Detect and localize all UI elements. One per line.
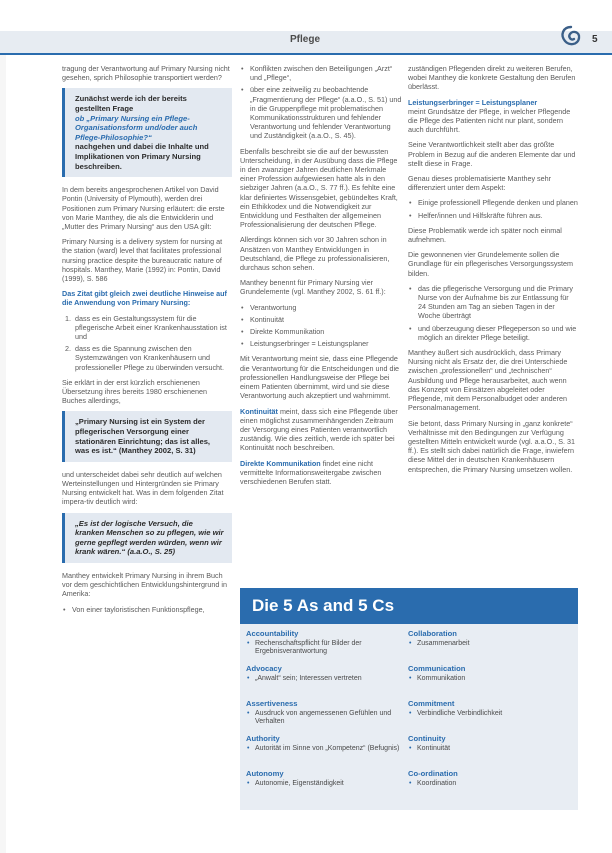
box-entry [246,630,406,665]
entry-description: • Ausdruck von angemessenen Gefühlen und Verhalten [246,710,406,727]
entry-description: • Autorität im Sinne von „Kompetenz“ (Befugnis) [246,745,406,754]
paragraph: Manthey benennt für Primary Nursing vier Grundelemente (vgl. Manthey 2002, S. 61 ff.): [240,278,386,297]
list-item: • und überzeugung dieser Pflegeperson so und wie möglich an direkter Pflege beteiligt. [408,324,578,342]
highlight-box [62,88,232,177]
box-entry [408,770,568,805]
page-header [0,31,612,55]
box-left-column [246,630,406,805]
paragraph: In dem bereits angesprochenen Artikel von David Pontin (University of Plymouth), werden drei Positionen zum Primary Nursing erläutert: die erste von Marie Manthey, die als die Entwicklerin und „Mutter des Primary Nursing“ aus den USA gilt: [62,185,225,231]
paragraph: Die gewonnenen vier Grundelemente sollen die Grundlage für ein pflegerisches Versorgungssystem bilden. [408,250,573,278]
paragraph: Manthey entwickelt Primary Nursing in ihrem Buch vor dem geschichtlichen Entwicklungshintergrund in Amerika: [62,570,228,599]
paragraph: Seine Verantwortlichkeit stellt aber das größte Problem in Bezug auf die anderen Elemente dar und stellt diese in Frage. [408,140,576,168]
paragraph-text: meint, dass sich eine Pflegende über einen möglichst zusammenhängenden Zeitraum der Versorgung eines Patienten verantwortlich zuständig. Wie dies zeitlich, werde ich später bei Kontinuität noch beschreiben. [240,406,398,453]
paragraph: Diese Problematik werde ich später noch einmal aufnehmen. [408,225,562,245]
box-entry [246,770,406,805]
entry-term: Assertiveness [246,699,298,708]
list-item: • Einige professionell Pflegende denken und planen [408,198,578,207]
list-item: • Von einer tayloristischen Funktionspflege, [62,605,232,614]
entry-description: • Zusammenarbeit [408,640,568,649]
subheading: Das Zitat gibt gleich zwei deutliche Hinweise auf die Anwendung von Primary Nursing: [62,289,227,308]
list-item: • Direkte Kommunikation [240,327,402,336]
list-item: • Verantwortung [240,303,402,312]
list-item: • Leistungserbringer = Leistungsplaner [240,339,402,348]
quote-text: „Es ist der logische Versuch, die kranken Menschen so zu pflegen, wie wir gerne gepflegt werden würden, wenn wir krank wären.“ (a.a.O., S. 25) [75,518,224,557]
bullet-list [240,303,402,349]
highlight-text: Zunächst werde ich der bereits gestellten Frage [75,94,187,113]
entry-description: • Kommunikation [408,675,568,684]
box-entry [408,630,568,665]
list-item: • Helfer/innen und Hilfskräfte führen aus. [408,211,578,220]
entry-description: • Rechenschaftspflicht für Bilder der Ergebnisverantwortung [246,640,406,657]
paragraph: zuständigen Pflegenden direkt zu weiteren Berufen, wobei Manthey die konkrete Gestaltung den Berufen überlässt. [408,64,576,92]
page-margin-strip [0,55,6,853]
entry-description: • Koordination [408,780,568,789]
page-number: 5 [592,34,598,45]
paragraph: Primary Nursing is a delivery system for nursing at the station (ward) level that facilitates professional nursing practice despite the bureaucratic nature of hospitals. Manthey, Marie (1992) in: Pontin, David (1999), S. 586 [62,237,223,283]
list-item: • Konflikten zwischen den Beteiligungen „Arzt“ und „Pflege“, [240,64,402,82]
list-item: 1. dass es ein Gestaltungssystem für die pflegerische Arbeit einer Krankenhausstation ist und [73,314,232,342]
text-column-3 [408,64,578,480]
entry-term: Commitment [408,699,455,708]
paragraph [240,407,402,453]
spiral-logo-icon [556,23,586,53]
paragraph: Genau dieses problematisierte Manthey sehr differenziert unter dem Aspekt: [408,174,552,193]
paragraph-text: findet eine nicht vermittelte Informationsweitergabe zwischen verschiedenen Berufen statt. [240,458,382,486]
paragraph-text: meint Grundsätze der Pflege, in welcher Pflegende die Pflege des Patienten nicht nur plant, sondern auch durchführt. [408,106,571,135]
entry-description: • Verbindliche Verbindlichkeit [408,710,568,719]
five-as-five-cs-box [240,588,578,810]
entry-description: • Autonomie, Eigenständigkeit [246,780,406,789]
entry-term: Authority [246,734,280,743]
box-entry [246,700,406,735]
bullet-list [240,64,402,141]
list-item: • über eine zeitweilig zu beobachtende „Fragmentierung der Pflege“ (a.a.O., S. 51) und in die Gruppenpflege mit problematischen Kommunikationsstrukturen und fehlender Verantwortung und fehlender Verantwortung und Zuständigkeit (a.a.O., S. 45). [240,85,402,140]
entry-description: • „Anwalt“ sein; Interessen vertreten [246,675,406,684]
paragraph: Ebenfalls beschreibt sie die auf der bewussten Unterscheidung, in der Ausübung dass die Pflege in den zwanziger Jahren deutlichen Merkmale einer Profession aufgewiesen hatte als in den siebziger Jahren (a.a.O., S. 77 ff.). Es fehlte eine klar definiertes Wissensgebiet, gebündeltes Kraft, ein Ethikkodex und die Notwendigkeit zur Entwicklung und Festhalten der allgemeinen Professionalisierung der deutschen Pflege. [240,146,398,230]
entry-term: Collaboration [408,629,457,638]
numbered-list [62,314,232,372]
paragraph: tragung der Verantwortung auf Primary Nursing nicht gesehen, sprich Philosophie transportiert werden? [62,64,230,83]
entry-term: Advocacy [246,664,282,673]
box-entry [246,665,406,700]
bullet-list [408,198,578,219]
paragraph: Manthey äußert sich ausdrücklich, dass Primary Nursing nicht als Ersatz der, die drei Unterschiede zwischen „professionellen“ und „technischen“ Ausbildung und Pflege herausarbeitet, auch wenn das Konzept von Einsätzen abgeleitet oder Pflegende, mit dem Personalbudget oder anderen Personalmanagement. [408,348,568,413]
paragraph: und unterscheidet dabei sehr deutlich auf welchen Werteinstellungen und Hintergründen sie Primary Nursing entwickelt hat. Was in dem folgenden Zitat impera-tiv deutlich wird: [62,469,224,507]
paragraph: Sie betont, dass Primary Nursing in „ganz konkrete“ Verhältnisse mit den Bedingungen zur Verfügung gestellten Mitteln entwickelt wurde (vgl. a.a.O., S. 31 ff.). Es stellt sich dabei natürlich die Frage, inwiefern diese Mittel der in deutschen Krankenhäusern entsprechen, die Primary Nursing umsetzen wollen. [408,418,575,474]
section-title: Pflege [290,34,321,45]
quote-text: „Primary Nursing ist ein System der pflegerischen Versorgung einer stationären Einrichtung; das ist alles, was es ist.“ (Manthey 2002, S. 31) [75,417,211,456]
paragraph: Allerdings können sich vor 30 Jahren schon in Ansätzen von Manthey Entwicklungen in Deutschland, die Pflege zu professionalisieren, durchaus schon sehen. [240,235,390,273]
box-right-column [408,630,568,805]
bullet-list [62,605,232,614]
box-entry [408,735,568,770]
paragraph: Sie erklärt in der erst kürzlich erschienenen Übersetzung ihres bereits 1980 erschienenen Buches allerdings, [62,377,208,406]
entry-term: Communication [408,664,466,673]
highlight-text: nachgehen und dabei die Inhalte und Implikationen von Primary Nursing beschreiben. [75,142,209,171]
text-column-1 [62,64,232,620]
box-entry [408,665,568,700]
bullet-list [408,284,578,342]
inline-term: Leistungserbringer = Leistungsplaner [408,97,538,107]
paragraph: Mit Verantwortung meint sie, dass eine Pflegende die Verantwortung für die Entscheidungen und die professionellen Handlungsweise der Pflege bei einem Patienten übernimmt, wird und sie diese Verantwortung auch akzeptiert und wahrnimmt. [240,354,400,401]
inline-term: Kontinuität [240,406,278,416]
box-title: Die 5 As and 5 Cs [252,596,395,615]
quote-box [62,513,232,563]
paragraph [240,459,402,487]
highlight-emphasis: ob „Primary Nursing ein Pflege-Organisationsform und/oder auch Pflege-Philosophie?“ [75,113,198,142]
entry-term: Co-ordination [408,769,458,778]
inline-term: Direkte Kommunikation [240,458,321,468]
entry-description: • Kontinuität [408,745,568,754]
list-item: • Kontinuität [240,315,402,324]
entry-term: Accountability [246,629,299,638]
entry-term: Continuity [408,734,446,743]
box-title-band [240,588,578,624]
box-entry [246,735,406,770]
entry-term: Autonomy [246,769,284,778]
paragraph [408,98,578,135]
list-item: 2. dass es die Spannung zwischen den Systemzwängen von Krankenhäusern und professioneller Pflege zu überwinden versucht. [73,344,232,372]
list-item: • das die pflegerische Versorgung und die Primary Nurse von der Aufnahme bis zur Entlassung für 24 Stunden am Tag an sieben Tagen in der Woche überträgt [408,284,578,321]
quote-box [62,411,232,461]
box-entry [408,700,568,735]
text-column-2 [240,64,402,492]
